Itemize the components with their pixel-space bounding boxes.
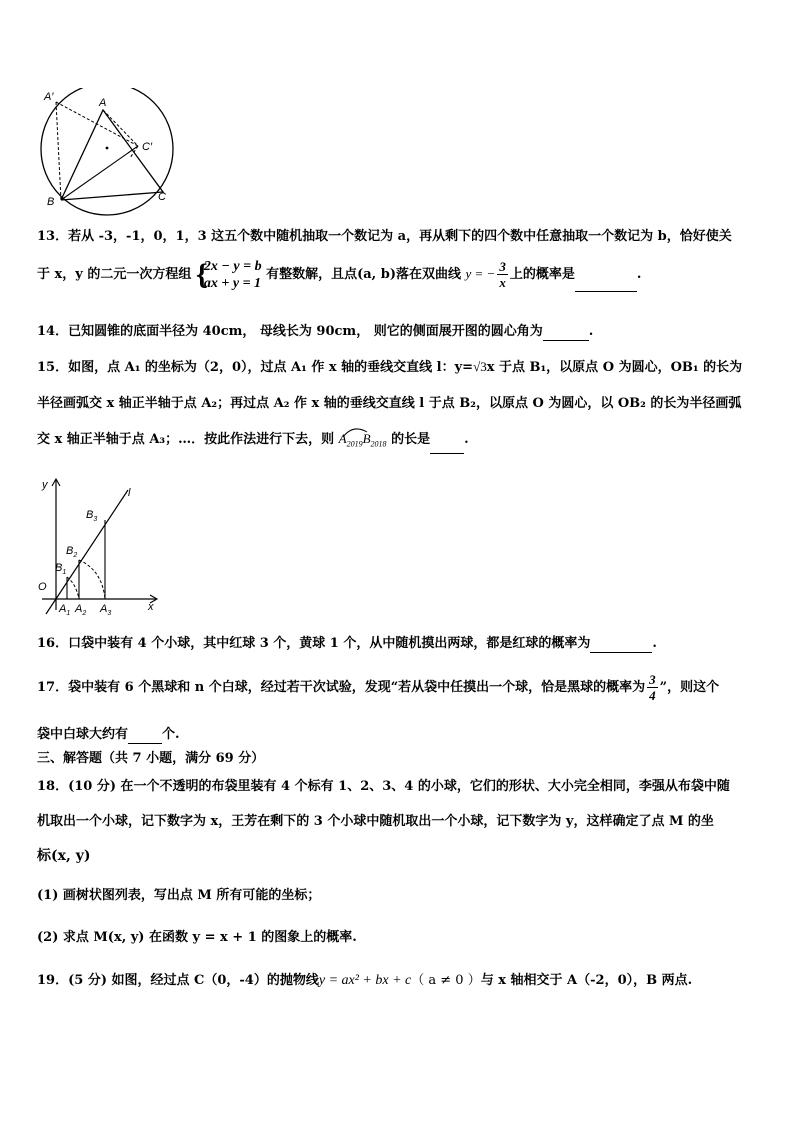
q17-line2: 袋中白球大约有 个. [37,727,180,742]
center-dot [106,147,109,150]
q17-line1: 17．袋中装有 6 个黑球和 n 个白球，经过若干次试验，发现“若从袋中任摸出一个球，恰是黑球的概率为 $\frac{3}{4}$ ”，则这个 [37,672,720,703]
q15-line2: 半径画弧交 x 轴正半轴于点 A₂；再过点 A₂ 作 x 轴的垂线交直线 l 于点 B₂，以原点 O 为圆心，以 OB₂ 的长为半径画弧 [37,396,742,411]
q18-part2: (2) 求点 M(x, y) 在函数 y = x + 1 的图象上的概率. [37,930,357,945]
arc-notation: $A_{2019}B_{2018}$ [339,430,387,454]
label-o: O [38,581,47,593]
circle-triangle-figure [30,88,200,218]
equation-system: { 2x − y = b ax + y = 1 [195,257,262,291]
parabola-formula: y = ax² + bx + c [318,973,412,988]
label-b: B [47,196,55,208]
label-y: y [42,479,48,491]
label-a-prime: A′ [44,91,54,103]
q18-line1: 18．(10 分) 在一个不透明的布袋里装有 4 个标有 1、2、3、4 的小球，它们的形状、大小完全相同，李强从布袋中随 [37,779,730,794]
triangle-abc [61,110,163,200]
equation-1: 2x − y = b [203,258,262,274]
hyperbola-fraction: $\frac{3}{x}$ [499,259,506,290]
arc-mark [341,426,369,438]
arc-b2-a3 [79,560,105,599]
label-c: C [158,191,166,203]
label-a2: $A_2$ [75,603,87,617]
q13-line2: 于 x，y 的二元一次方程组 { 2x − y = b ax + y = 1 有整数解，且点(a, b)落在双曲线 y = − $\frac{3}{x}$ 上的概率是 . [37,257,642,291]
label-a3: $A_3$ [100,603,112,617]
q18-line2: 机取出一个小球，记下数字为 x，王芳在剩下的 3 个小球中随机取出一个小球，记下数字为 y，这样确定了点 M 的坐 [37,814,714,829]
dashed-aprime-cprime [56,102,138,146]
q13-line1: 13．若从 -3，-1，0，1，3 这五个数中随机抽取一个数记为 a，再从剩下的四个数中任意抽取一个数记为 b，恰好使关 [37,229,732,244]
q13-line2-mid: 有整数解，且点(a, b)落在双曲线 [266,267,461,282]
hyperbola-lhs: y = − [465,266,496,281]
dashed-a-cprime [103,110,138,146]
equation-2: ax + y = 1 [203,275,262,291]
q13-line2-pre: 于 x，y 的二元一次方程组 [37,267,192,282]
sqrt3: √3 [473,359,487,374]
parabola-condition: （ a ≠ 0 ） [411,973,481,988]
label-a: A [99,97,107,109]
q14-answer-blank[interactable] [543,326,589,341]
q18-line3: 标(x, y) [37,848,91,864]
label-b3: $B_3$ [86,509,98,523]
q15-line1: 15．如图，点 A₁ 的坐标为（2，0），过点 A₁ 作 x 轴的垂线交直线 l：y=√3x 于点 B₁，以原点 O 为圆心，OB₁ 的长为 [37,359,743,375]
q15-answer-blank[interactable] [430,439,464,454]
q16-text: 16．口袋中装有 4 个小球，其中红球 3 个，黄球 1 个，从中随机摸出两球，都是红球的概率为 . [37,636,657,651]
q16-answer-blank[interactable] [590,638,652,653]
label-c-prime: C′ [142,141,153,153]
segment-bc-prime [61,146,138,200]
label-l: l [128,487,131,499]
q15-coordinate-figure [28,474,168,622]
q15-line3: 交 x 轴正半轴于点 A₃；…．按此作法进行下去，则 $A_{2019}B_{2018}$ 的长是 . [37,430,469,454]
q13-answer-blank[interactable] [575,277,637,292]
label-a1: $A_1$ [59,603,71,617]
label-b2: $B_2$ [66,545,78,559]
q19-text: 19．(5 分) 如图，经过点 C（0，-4）的抛物线y = ax² + bx + c（ a ≠ 0 ）与 x 轴相交于 A（-2，0），B 两点. [37,973,693,988]
q14-text: 14．已知圆锥的底面半径为 40cm， 母线长为 90cm， 则它的侧面展开图的圆心角为 . [37,324,594,339]
section-3-heading: 三、解答题（共 7 小题，满分 69 分） [37,751,265,766]
q13-line2-post: 上的概率是 [509,267,575,282]
label-b1: $B_1$ [55,562,67,576]
dashed-b-aprime [56,102,61,200]
probability-fraction: $\frac{3}{4}$ [649,672,656,703]
q18-part1: (1) 画树状图列表，写出点 M 所有可能的坐标； [37,888,321,903]
q17-answer-blank[interactable] [128,729,162,744]
label-x: x [148,601,154,613]
